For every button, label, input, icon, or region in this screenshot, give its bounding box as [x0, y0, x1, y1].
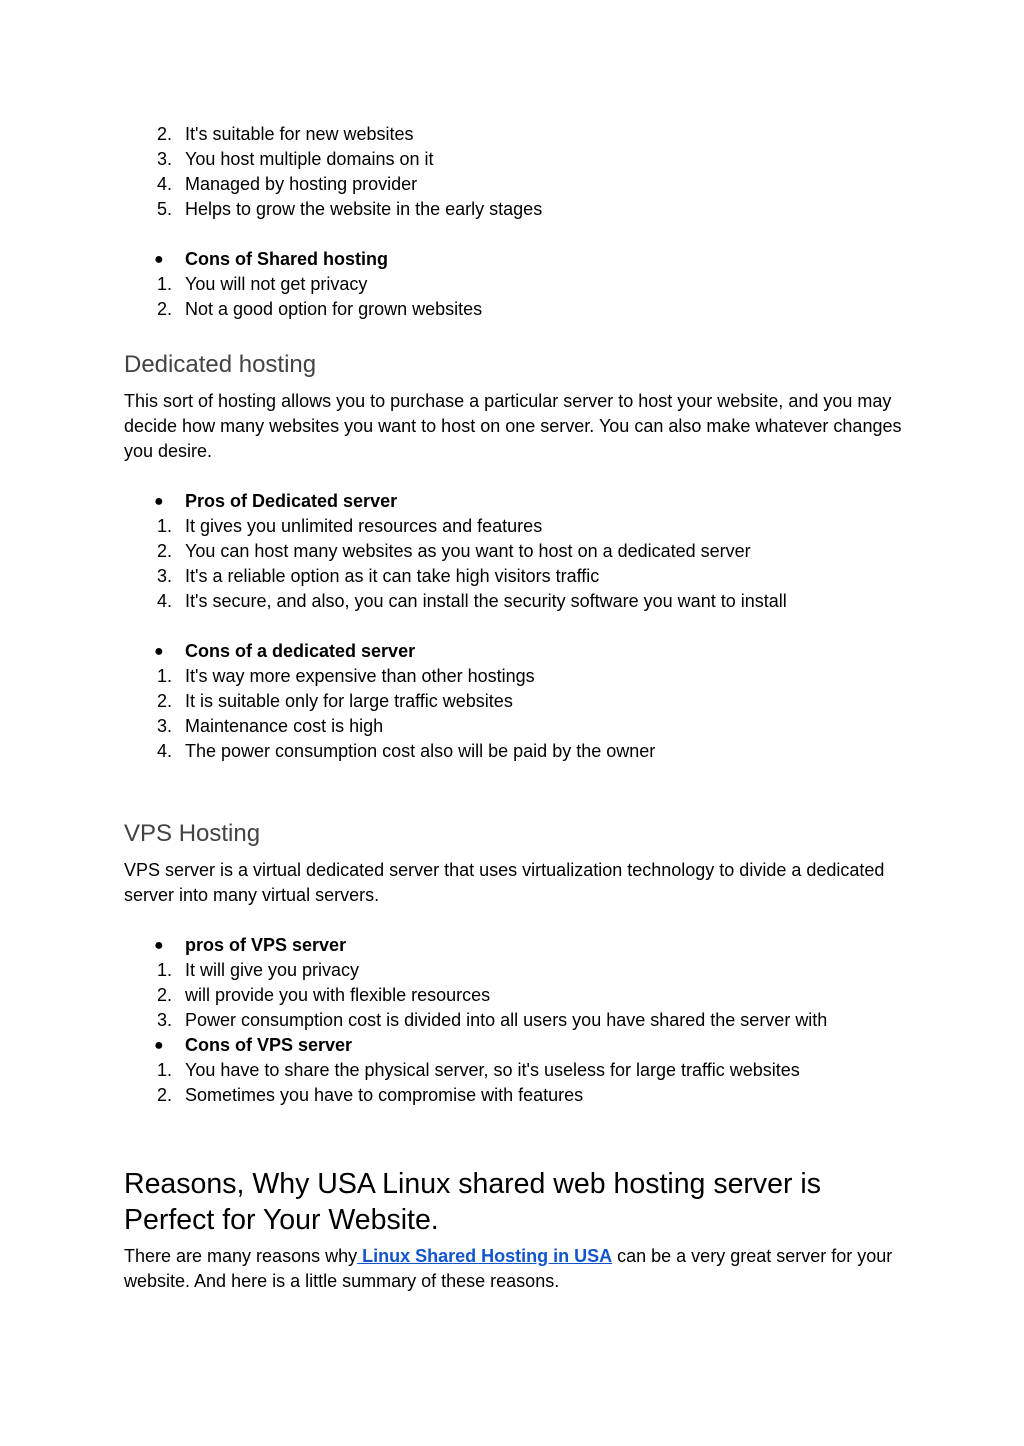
list-number: 1.: [156, 666, 172, 686]
list-number: 2.: [156, 691, 172, 711]
list-item: [124, 664, 904, 689]
bullet-icon: ●: [154, 251, 164, 268]
list-number: 3.: [156, 566, 172, 586]
list-number: 3.: [156, 149, 172, 169]
list-item-text: You will not get privacy: [185, 274, 368, 294]
shared-pros-list: [124, 122, 904, 222]
bullet-icon: ●: [154, 493, 164, 510]
section-heading-dedicated: Dedicated hosting: [124, 351, 317, 378]
list-number: 4.: [156, 591, 172, 611]
list-number: 4.: [156, 174, 172, 194]
bullet-heading-text: Cons of VPS server: [185, 1035, 353, 1055]
list-item: [124, 1083, 904, 1108]
list-item: [124, 714, 904, 739]
list-item: [124, 147, 904, 172]
bullet-heading: [124, 1033, 904, 1058]
list-number: 1.: [156, 960, 172, 980]
list-item: [124, 297, 904, 322]
bullet-heading-text: Pros of Dedicated server: [185, 491, 398, 511]
list-item-text: It's way more expensive than other hostings: [185, 666, 535, 686]
list-number: 3.: [156, 1010, 172, 1030]
vps-cons-list: [124, 1033, 904, 1108]
list-item: [124, 983, 904, 1008]
vps-pros-list: [124, 933, 904, 1033]
list-number: 1.: [156, 1060, 172, 1080]
dedicated-cons-list: [124, 639, 904, 764]
list-item-text: will provide you with flexible resources: [185, 985, 491, 1005]
bullet-heading: [124, 933, 904, 958]
reasons-text-before: There are many reasons why: [124, 1246, 358, 1266]
list-item: [124, 122, 904, 147]
list-item-text: It's suitable for new websites: [185, 124, 414, 144]
reasons-text-after: can be a very great server for your website. And here is a little summary of these reasons.: [124, 1246, 893, 1291]
list-item-text: Power consumption cost is divided into all users you have shared the server with: [185, 1010, 828, 1030]
bullet-heading: [124, 247, 904, 272]
list-number: 2.: [156, 124, 172, 144]
vps-paragraph: VPS server is a virtual dedicated server that uses virtualization technology to divide a dedicated server into many virtual servers.: [124, 860, 885, 905]
list-item: [124, 589, 904, 614]
dedicated-paragraph: This sort of hosting allows you to purchase a particular server to host your website, and you may decide how many websites you want to host on one server. You can also make whatever changes you desire.: [124, 391, 902, 461]
list-item-text: You can host many websites as you want to host on a dedicated server: [185, 541, 751, 561]
list-item: [124, 1008, 904, 1033]
bullet-icon: ●: [154, 1037, 164, 1054]
list-number: 2.: [156, 985, 172, 1005]
list-number: 1.: [156, 516, 172, 536]
list-item-text: The power consumption cost also will be paid by the owner: [185, 741, 656, 761]
shared-cons-list: [124, 247, 904, 322]
list-number: 2.: [156, 299, 172, 319]
document-page: [124, 122, 904, 1294]
linux-shared-hosting-link[interactable]: Linux Shared Hosting in USA: [357, 1246, 613, 1266]
list-item-text: Not a good option for grown websites: [185, 299, 483, 319]
list-item-text: Managed by hosting provider: [185, 174, 418, 194]
dedicated-pros-list: [124, 489, 904, 614]
list-item: [124, 272, 904, 297]
list-item: [124, 539, 904, 564]
list-item: [124, 739, 904, 764]
list-item-text: It's a reliable option as it can take high visitors traffic: [185, 566, 600, 586]
list-item-text: It is suitable only for large traffic websites: [185, 691, 513, 711]
bullet-heading-text: pros of VPS server: [185, 935, 347, 955]
list-item-text: Sometimes you have to compromise with features: [185, 1085, 584, 1105]
bullet-heading: [124, 489, 904, 514]
list-item: [124, 514, 904, 539]
list-number: 2.: [156, 541, 172, 561]
list-number: 5.: [156, 199, 172, 219]
list-number: 1.: [156, 274, 172, 294]
reasons-paragraph: [124, 1244, 904, 1294]
list-item: [124, 564, 904, 589]
list-item: [124, 1058, 904, 1083]
list-item: [124, 689, 904, 714]
bullet-heading-text: Cons of a dedicated server: [185, 641, 416, 661]
list-item-text: Maintenance cost is high: [185, 716, 384, 736]
list-item-text: Helps to grow the website in the early stages: [185, 199, 543, 219]
bullet-heading-text: Cons of Shared hosting: [185, 249, 389, 269]
list-item-text: It will give you privacy: [185, 960, 360, 980]
list-item-text: It gives you unlimited resources and features: [185, 516, 543, 536]
list-number: 2.: [156, 1085, 172, 1105]
bullet-heading: [124, 639, 904, 664]
bullet-icon: ●: [154, 643, 164, 660]
list-number: 3.: [156, 716, 172, 736]
section-heading-reasons: Reasons, Why USA Linux shared web hosting server is Perfect for Your Website.: [124, 1168, 821, 1236]
list-item: [124, 958, 904, 983]
list-item-text: It's secure, and also, you can install the security software you want to install: [185, 591, 787, 611]
list-item: [124, 197, 904, 222]
list-number: 4.: [156, 741, 172, 761]
section-heading-vps: VPS Hosting: [124, 820, 261, 847]
list-item: [124, 172, 904, 197]
bullet-icon: ●: [154, 937, 164, 954]
list-item-text: You host multiple domains on it: [185, 149, 434, 169]
list-item-text: You have to share the physical server, so it's useless for large traffic websites: [185, 1060, 800, 1080]
